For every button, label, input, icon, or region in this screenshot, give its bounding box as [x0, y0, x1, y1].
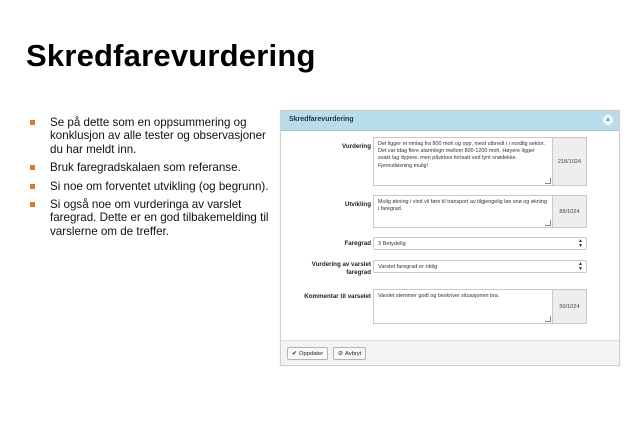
assessment-form-panel — [280, 110, 620, 366]
bullet-square-icon — [30, 165, 35, 170]
save-button[interactable] — [287, 347, 328, 360]
bullet-square-icon — [30, 184, 35, 189]
kommentar-textarea[interactable] — [373, 289, 553, 324]
vurdering-text: Det ligger et rimlag fra 800 moh og opp, mest utbredt i i nordlig sektor. Det var idag flere alarmlegn mellom 800-1200 moh. Høyere ligger svakt lag dypere, men påvirkes fortsatt ved tynt snødekke. Fjernutløsning mulig! — [378, 141, 545, 169]
utvikling-label: Utvikling — [344, 201, 371, 208]
ban-icon: ⊘ — [338, 351, 344, 357]
slide-title: Skredfarevurdering — [26, 38, 316, 73]
select-arrows-icon: ▲ ▼ — [578, 261, 583, 272]
faregrad-label: Faregrad — [344, 240, 371, 247]
bullet-item — [30, 116, 270, 156]
resize-grip-icon[interactable] — [545, 316, 551, 322]
chevron-up-icon[interactable]: ▲ — [604, 116, 612, 123]
faregrad-select[interactable] — [373, 237, 587, 250]
bullet-square-icon — [30, 202, 35, 207]
vurdering-varslet-label: Vurdering av varslet faregrad — [311, 261, 371, 276]
save-button-label: Oppdater — [299, 351, 324, 357]
kommentar-text: Varslet stemmer godt og beskriver situasjonen bra. — [378, 293, 500, 299]
bullet-square-icon — [30, 120, 35, 125]
resize-grip-icon[interactable] — [545, 178, 551, 184]
resize-grip-icon[interactable] — [545, 220, 551, 226]
vurdering-counter: 218/1024 — [553, 137, 587, 186]
bullet-text: Bruk faregradskalaen som referanse. — [50, 161, 241, 175]
form-footer — [281, 340, 619, 365]
panel-header[interactable] — [281, 111, 619, 131]
cancel-button-label: Avbryt — [345, 351, 362, 357]
bullet-list — [30, 116, 270, 243]
cancel-button[interactable] — [333, 347, 366, 360]
bullet-text: Si også noe om vurderinga av varslet faregrad. Dette er en god tilbakemelding til varslerne om de treffer. — [50, 198, 269, 238]
bullet-text: Si noe om forventet utvikling (og begrunn). — [50, 179, 269, 193]
kommentar-counter: 50/1024 — [553, 289, 587, 324]
utvikling-counter: 88/1024 — [553, 195, 587, 228]
utvikling-text: Mulig økning i vind vil føre til transport av tilgjengelig løs snø og økning i faregrad. — [378, 199, 547, 213]
bullet-item — [30, 161, 270, 174]
bullet-item — [30, 180, 270, 193]
kommentar-label: Kommentar til varselet — [304, 293, 371, 300]
vurdering-textarea[interactable] — [373, 137, 553, 186]
vurdering-varslet-value: Varslet faregrad er riktig — [378, 264, 438, 270]
vurdering-label: Vurdering — [342, 143, 371, 150]
utvikling-textarea[interactable] — [373, 195, 553, 228]
checkmark-icon: ✔ — [292, 351, 298, 357]
select-arrows-icon: ▲ ▼ — [578, 238, 583, 249]
faregrad-value: 3 Betydelig — [378, 241, 406, 247]
panel-title: Skredfarevurdering — [289, 116, 354, 123]
bullet-text: Se på dette som en oppsummering og konklusjon av alle tester og observasjoner du har meldt inn. — [50, 116, 266, 156]
vurdering-varslet-select[interactable] — [373, 260, 587, 273]
bullet-item — [30, 198, 270, 238]
